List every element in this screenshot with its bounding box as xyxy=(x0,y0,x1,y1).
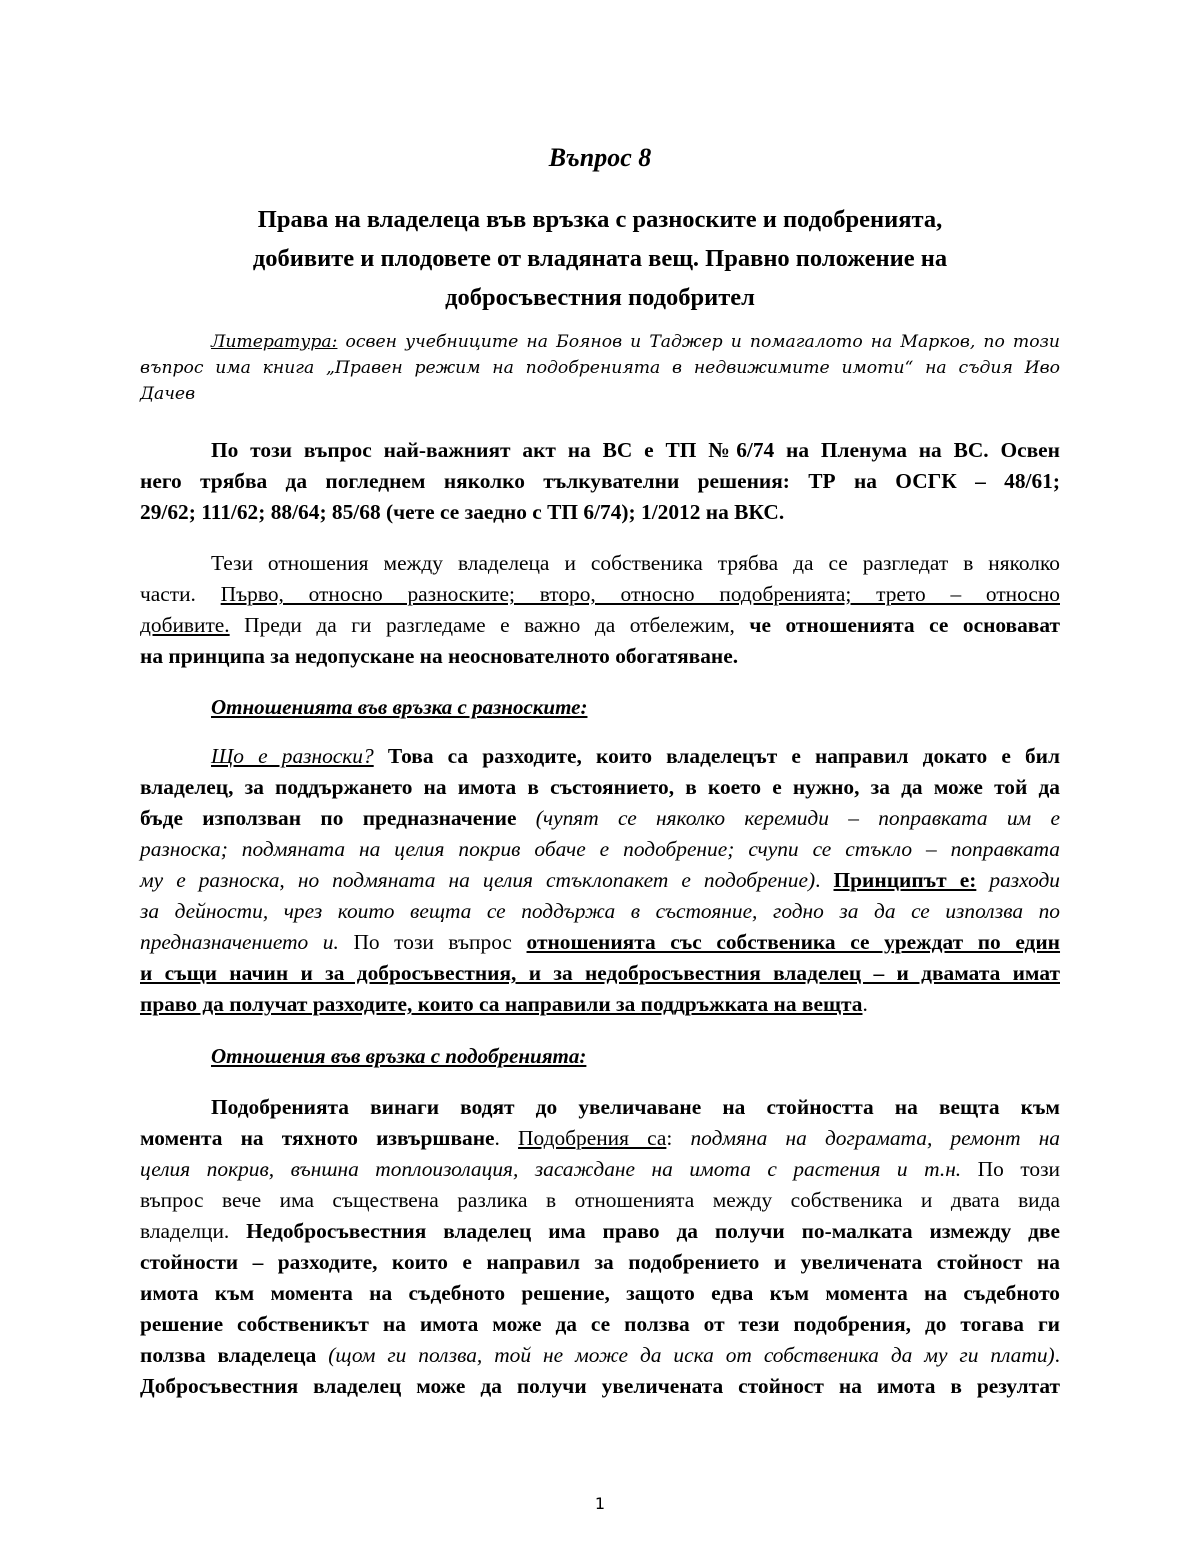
text-line: имота към момента на съдебното решение, защото едва към момента на съдебното xyxy=(140,1281,1060,1305)
text-run: му е разноска, но подмяната на целия стъклопакет е подобрение) xyxy=(140,868,816,892)
text-line xyxy=(140,610,1060,641)
text-line: въпрос има книга „Правен режим на подобренията в недвижимите имоти“ на съдия Иво xyxy=(140,358,1060,378)
text-run: че отношенията се основават xyxy=(749,613,1061,637)
text-run: разходи xyxy=(976,868,1061,892)
text-line xyxy=(140,1340,1060,1371)
text-line: стойности – разходите, които е направил за подобрението и увеличената стойност на xyxy=(140,1250,1060,1274)
heading-line: добросъвестния подобрител xyxy=(445,284,755,311)
text-line xyxy=(140,989,1060,1020)
text-run: ползва владелеца xyxy=(140,1343,329,1367)
text-run: предназначението и. xyxy=(140,930,339,954)
text-run: . xyxy=(494,1126,519,1150)
text-line: него трябва да погледнем няколко тълкувателни решения: ТР на ОСГК – 48/61; xyxy=(140,469,1060,493)
text-run: добивите. xyxy=(140,613,230,637)
text-line xyxy=(140,1216,1060,1247)
text-line: По този въпрос най-важният акт на ВС е ТП №6/74 на Пленума на ВС. Освен xyxy=(211,438,1060,462)
text-line: Тези отношения между владелеца и собственика трябва да се разгледат в няколко xyxy=(211,551,1060,575)
heading-line: добивите и плодовете от владяната вещ. Правно положение на xyxy=(252,245,948,272)
paragraph-costs xyxy=(140,741,1060,1020)
text-run: право да получат разходите, които са направили за поддръжката на вещта xyxy=(140,992,863,1016)
text-line: владелец, за поддържането на имота в състоянието, в което е нужно, за да може той да xyxy=(140,775,1060,799)
text-run: части. xyxy=(140,582,221,606)
text-run: целия покрив, външна топлоизолация, засаждане на имота с растения и т.н. xyxy=(140,1157,962,1181)
text-run: Недобросъвестния владелец има право да получи по-малката измежду две xyxy=(246,1219,1060,1243)
text-line xyxy=(140,865,1060,896)
document-heading xyxy=(140,200,1060,317)
text-run: По този въпрос xyxy=(338,930,527,954)
text-run: По този xyxy=(961,1157,1060,1181)
text-line: за дейности, чрез които вещта се поддържа в състояние, годно за да се използва по xyxy=(140,899,1060,923)
text-line xyxy=(140,741,1060,772)
text-line: Дачев xyxy=(140,384,196,404)
literature-paragraph xyxy=(140,329,1060,407)
text-run: (щом ги ползва, той не може да иска от собственика да му ги плати) xyxy=(328,1343,1055,1367)
text-line: разноска; подмяната на целия покрив обаче е подобрение; счупи се стъкло – поправката xyxy=(140,837,1060,861)
text-run: подмяна на дограмата, ремонт на xyxy=(690,1126,1060,1150)
text-run: Това са разходите, които владелецът е направил докато е бил xyxy=(373,744,1060,768)
text-run: Принципът е: xyxy=(833,868,977,892)
text-line xyxy=(140,803,1060,834)
subheading-costs: Отношенията във връзка с разноските: xyxy=(211,695,588,719)
text-line: на принципа за недопускане на неоснователното обогатяване. xyxy=(140,644,739,668)
text-run: Преди да ги разгледаме е важно да отбележим, xyxy=(229,613,750,637)
text-run: момента на тяхното извършване xyxy=(140,1126,495,1150)
text-run: Що е разноски? xyxy=(211,744,374,768)
text-run: . xyxy=(815,868,834,892)
paragraph-improvements xyxy=(140,1092,1060,1402)
literature-label: Литература: xyxy=(211,332,338,352)
text-run: Първо, относно разноските; второ, относно подобренията; трето – относно xyxy=(220,582,1060,606)
text-run: Подобрения са xyxy=(518,1126,667,1150)
text-run: . xyxy=(862,992,868,1016)
text-line: Подобренията винаги водят до увеличаване на стойността на вещта към xyxy=(211,1095,1060,1119)
text-line xyxy=(140,329,1060,355)
text-run: : xyxy=(666,1126,691,1150)
text-run: отношенията със собственика се уреждат по един xyxy=(526,930,1061,954)
paragraph-intro xyxy=(140,548,1060,672)
subheading-improvements: Отношения във връзка с подобренията: xyxy=(211,1044,587,1068)
text-run: освен учебниците на Боянов и Таджер и помагалото на Марков, по този xyxy=(337,332,1060,352)
text-line xyxy=(140,1123,1060,1154)
heading-line: Права на владелеца във връзка с разноските и подобренията, xyxy=(257,206,943,233)
text-line: въпрос вече има съществена разлика в отношенията между собственика и двата вида xyxy=(140,1188,1060,1212)
page-number: 1 xyxy=(594,1494,606,1513)
text-line xyxy=(140,1154,1060,1185)
text-line: Добросъвестния владелец може да получи увеличената стойност на имота в резултат xyxy=(140,1374,1060,1398)
paragraph-vs-acts xyxy=(140,435,1060,528)
text-line: 29/62; 111/62; 88/64; 85/68 (чете се заедно с ТП 6/74); 1/2012 на ВКС. xyxy=(140,500,785,524)
text-line: и същи начин и за добросъвестния, и за недобросъвестния владелец – и двамата имат xyxy=(140,961,1060,985)
question-title: Въпрос 8 xyxy=(548,143,652,172)
text-run: . xyxy=(1054,1343,1060,1367)
text-line: решение собственикът на имота може да се ползва от тези подобрения, до тогава ги xyxy=(140,1312,1060,1336)
text-run: владелци. xyxy=(140,1219,247,1243)
text-line xyxy=(140,927,1060,958)
text-line xyxy=(140,579,1060,610)
text-run: (чупят се няколко керемиди – поправката им е xyxy=(535,806,1061,830)
text-run: бъде използван по предназначение xyxy=(140,806,536,830)
